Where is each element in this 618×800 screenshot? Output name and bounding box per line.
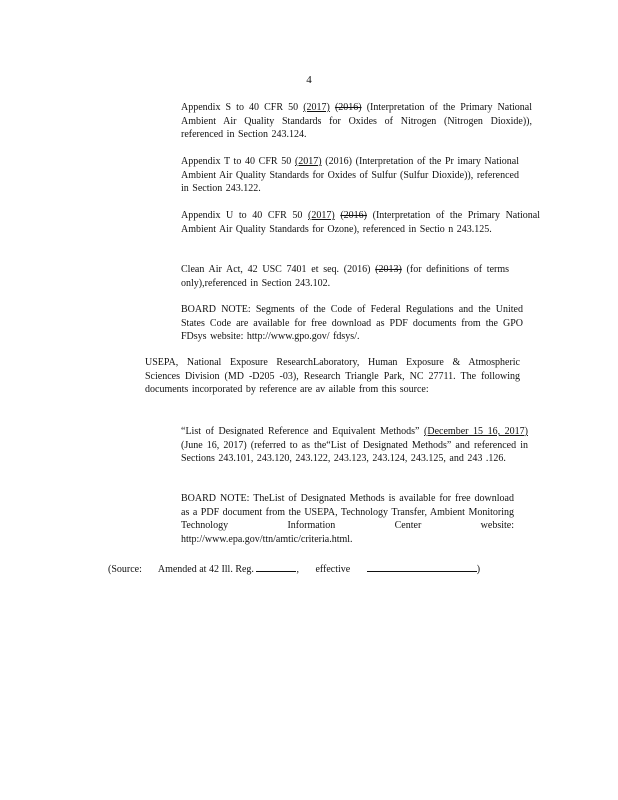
usepa-source-paragraph: USEPA, National Exposure ResearchLaboratory, Human Exposure & Atmospheric Sciences Division (MD -D205 -03), Research Triangle Park, NC 27711. The following documents incorporated by reference are av ailable from this source: bbox=[145, 357, 520, 395]
appendix-u-entry: Appendix U to 40 CFR 50 (2017) (2016) (Interpretation of the Primary National Ambient Air Quality Standards for Ozone), referenced in Sectio n 243.125. bbox=[181, 210, 541, 235]
effective-date-blank bbox=[367, 561, 477, 572]
register-page-blank bbox=[256, 561, 296, 572]
appendix-s-entry: Appendix S to 40 CFR 50 (2017) (2016) (Interpretation of the Primary National Ambient Air Quality Standards for Oxides of Nitrogen (Nitrogen Dioxide)), referenced in Section 243.124. bbox=[181, 102, 532, 140]
added-text: (2017) bbox=[294, 156, 322, 167]
source-effective: effective bbox=[315, 564, 351, 575]
deleted-text: (2016) bbox=[340, 210, 367, 221]
added-text: (2017) bbox=[303, 102, 330, 113]
added-text: (2017) bbox=[308, 210, 335, 221]
added-text: (December 15 16, 2017) bbox=[424, 426, 529, 437]
source-line bbox=[108, 561, 498, 577]
board-note-epa: BOARD NOTE: TheList of Designated Methods is available for free download as a PDF document from the USEPA, Technology Transfer, Ambient Monitoring Technology Information Center website: http://www.epa.gov/ttn/amtic/criteria.html. bbox=[181, 493, 514, 545]
deleted-text: (2016) bbox=[334, 102, 362, 113]
deleted-text: (2013) bbox=[375, 264, 402, 275]
source-close: ) bbox=[476, 564, 481, 575]
list-of-designated-methods-entry: “List of Designated Reference and Equivalent Methods” (December 15 16, 2017) (June 16, 2017) (referred to as the“List of Designated Methods” and referenced in Sections 243.101, 243.120, 243.122, 243.123, 243.124, 243.125, and 243 .126. bbox=[181, 426, 529, 464]
source-comma: , bbox=[296, 564, 299, 575]
board-note-gpo: BOARD NOTE: Segments of the Code of Federal Regulations and the United States Code are available for free download as PDF documents from the GPO FDsys website: http://www.gpo.gov/ fdsys/. bbox=[181, 304, 523, 342]
source-open: (Source: bbox=[108, 564, 142, 575]
source-amended: Amended at 42 Ill. Reg. bbox=[157, 564, 254, 575]
page-number: 4 bbox=[306, 74, 312, 86]
appendix-t-entry: Appendix T to 40 CFR 50 (2017) (2016) (Interpretation of the Pr imary National Ambient Air Quality Standards for Oxides of Sulfur (Sulfur Dioxide)), referenced in Section 243.122. bbox=[181, 156, 519, 194]
clean-air-act-entry: Clean Air Act, 42 USC 7401 et seq. (2016) (2013) (for definitions of terms only),referenced in Section 243.102. bbox=[181, 264, 510, 289]
